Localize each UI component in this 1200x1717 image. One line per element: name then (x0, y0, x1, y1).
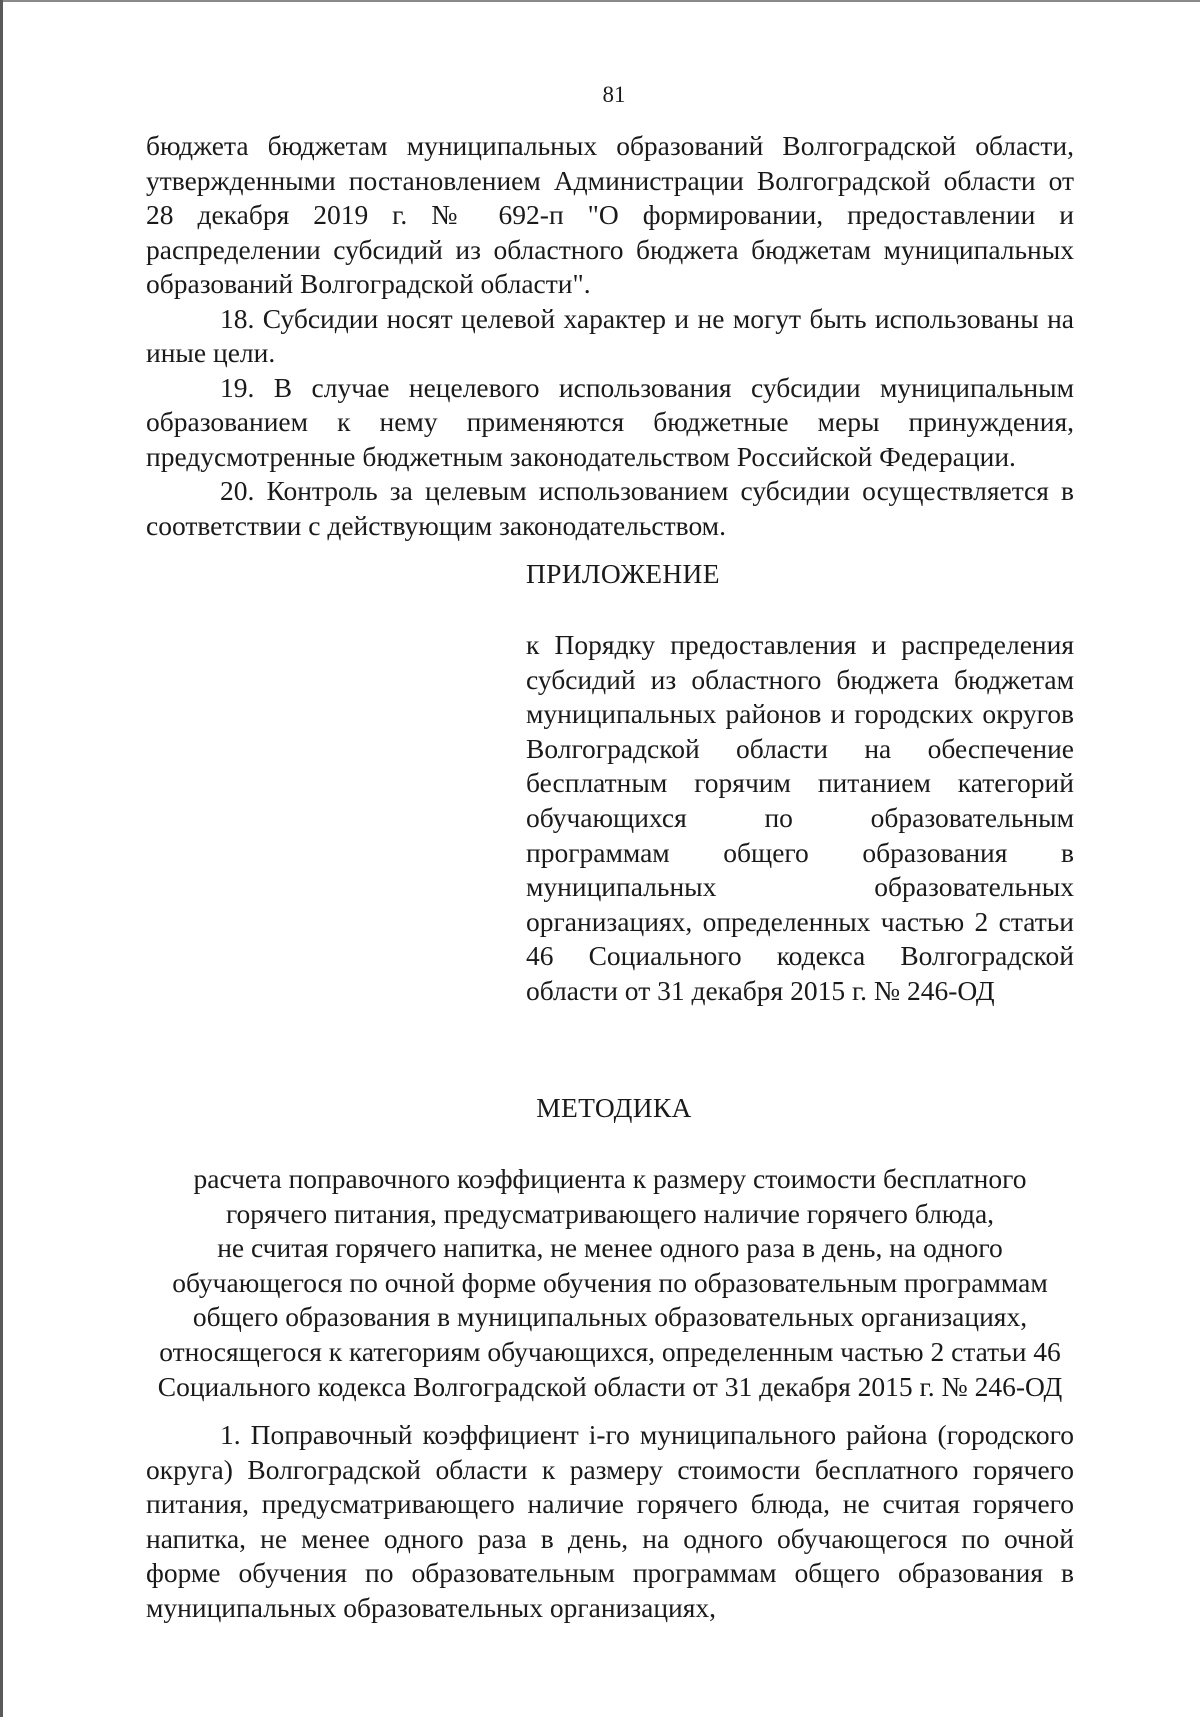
methodology-subtitle-line: горячего питания, предусматривающего наличие горячего блюда, (225, 1197, 995, 1229)
text-block-top (146, 129, 1074, 543)
text-block-methodology (146, 1418, 1074, 1625)
methodology-subtitle-line: расчета поправочного коэффициента к размеру стоимости бесплатного (193, 1163, 1027, 1194)
appendix-body: к Порядку предоставления и распределения субсидий из областного бюджета бюджетам муниципальных районов и городских округов Волгоградской области на обеспечение бесплатным горячим питанием категорий обучающихся по образовательным программам общего образования в муниципальных образовательных организациях, определенных частью 2 статьи 46 Социального кодекса Волгоградской области от 31 декабря 2015 г. № 246-ОД (526, 629, 1074, 1006)
methodology-paragraph-1: 1. Поправочный коэффициент i-го муниципального района (городского округа) Волгоградской области к размеру стоимости бесплатного горячего питания, предусматривающего наличие горячего блюда, не считая горячего напитка, не менее одного раза в день, на одного обучающегося по очной форме обучения по образовательным программам общего образования в муниципальных образовательных организациях, (146, 1419, 1074, 1623)
scan-edge-top (0, 0, 1200, 2)
paragraph-continuation: бюджета бюджетам муниципальных образований Волгоградской области, утвержденными постановлением Администрации Волгоградской области от 28 декабря 2019 г. № 692-п "О формировании, предоставлении и распределении субсидий из областного бюджета бюджетам муниципальных образований Волгоградской области". (146, 130, 1074, 299)
methodology-subtitle-line: не считая горячего напитка, не менее одного раза в день, на одного (217, 1232, 1003, 1264)
paragraph-20: 20. Контроль за целевым использованием субсидии осуществляется в соответствии с действующим законодательством. (146, 475, 1074, 541)
appendix-title: ПРИЛОЖЕНИЕ (526, 558, 720, 589)
methodology-subtitle-line: Социального кодекса Волгоградской области от 31 декабря 2015 г. № 246-ОД (157, 1370, 1063, 1402)
methodology-subtitle (146, 1162, 1074, 1404)
page-number: 81 (602, 82, 626, 107)
scan-edge-left (0, 0, 3, 1717)
methodology-title: МЕТОДИКА (536, 1092, 692, 1123)
methodology-subtitle-line: обучающегося по очной форме обучения по образовательным программам (172, 1266, 1048, 1298)
paragraph-19: 19. В случае нецелевого использования субсидии муниципальным образованием к нему применяются бюджетные меры принуждения, предусмотренные бюджетным законодательством Российской Федерации. (146, 371, 1074, 472)
methodology-subtitle-line: общего образования в муниципальных образовательных организациях, (192, 1301, 1028, 1333)
paragraph-18: 18. Субсидии носят целевой характер и не могут быть использованы на иные цели. (146, 302, 1074, 368)
methodology-subtitle-line: относящегося к категориям обучающихся, определенным частью 2 статьи 46 (159, 1335, 1061, 1367)
